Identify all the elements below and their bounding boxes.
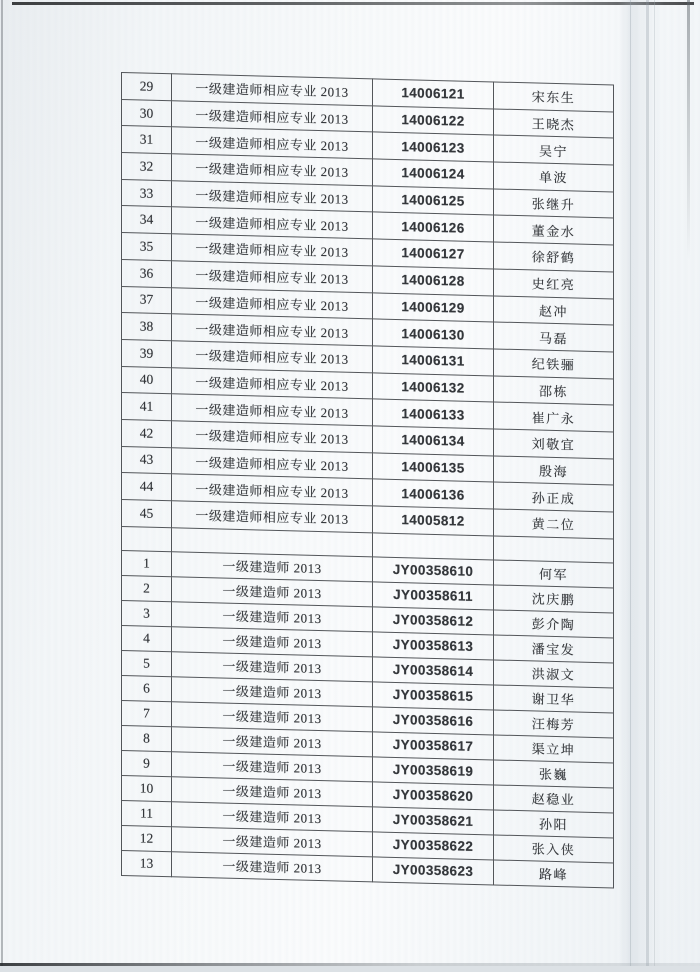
row-number-cell: 45 <box>122 500 172 528</box>
cert-number-cell: JY00358617 <box>373 732 494 760</box>
holder-name-cell: 潘宝发 <box>494 635 614 663</box>
cert-number-cell: 14006134 <box>373 426 494 456</box>
holder-name-cell: 殷海 <box>494 456 614 486</box>
specialty-cell: 一级建造师相应专业 2013 <box>172 154 373 186</box>
specialty-cell: 一级建造师 2013 <box>172 701 373 731</box>
cert-number-cell: 14006132 <box>373 372 494 402</box>
certificate-table <box>121 72 614 888</box>
empty-cell <box>122 526 172 551</box>
certificate-table-wrap <box>121 72 613 888</box>
cert-number-cell: 14006125 <box>373 186 494 216</box>
row-number-cell: 29 <box>122 73 172 101</box>
holder-name-cell: 吴宁 <box>494 135 614 165</box>
holder-name-cell: 汪梅芳 <box>494 710 614 738</box>
holder-name-cell: 崔广永 <box>494 402 614 432</box>
row-number-cell: 32 <box>122 153 172 181</box>
row-number-cell: 1 <box>122 550 172 576</box>
row-number-cell: 35 <box>122 233 172 261</box>
cert-number-cell: JY00358619 <box>373 757 494 785</box>
row-number-cell: 36 <box>122 259 172 287</box>
specialty-cell: 一级建造师相应专业 2013 <box>172 287 373 319</box>
specialty-cell: 一级建造师相应专业 2013 <box>172 127 373 159</box>
row-number-cell: 12 <box>122 825 172 851</box>
scan-edge-left <box>1 0 3 972</box>
specialty-cell: 一级建造师相应专业 2013 <box>172 367 373 399</box>
holder-name-cell: 孙正成 <box>494 482 614 512</box>
holder-name-cell: 渠立坤 <box>494 735 614 763</box>
row-number-cell: 5 <box>122 650 172 676</box>
cert-number-cell: 14006128 <box>373 266 494 296</box>
row-number-cell: 7 <box>122 700 172 726</box>
paper-crease-line <box>687 0 690 260</box>
paper-crease-band <box>618 0 664 972</box>
row-number-cell: 3 <box>122 600 172 626</box>
cert-number-cell: 14005812 <box>373 506 494 536</box>
row-number-cell: 44 <box>122 473 172 501</box>
specialty-cell: 一级建造师相应专业 2013 <box>172 74 373 106</box>
holder-name-cell: 孙阳 <box>494 810 614 838</box>
holder-name-cell: 张继升 <box>494 189 614 219</box>
cert-number-cell: 14006126 <box>373 212 494 242</box>
row-number-cell: 10 <box>122 775 172 801</box>
row-number-cell: 13 <box>122 850 172 876</box>
cert-number-cell: JY00358623 <box>373 857 494 885</box>
holder-name-cell: 路峰 <box>494 860 614 888</box>
cert-number-cell: 14006127 <box>373 239 494 269</box>
specialty-cell: 一级建造师相应专业 2013 <box>172 181 373 213</box>
holder-name-cell: 马磊 <box>494 322 614 352</box>
specialty-cell: 一级建造师相应专业 2013 <box>172 234 373 266</box>
holder-name-cell: 沈庆鹏 <box>494 585 614 613</box>
holder-name-cell: 纪铁骊 <box>494 349 614 379</box>
row-number-cell: 31 <box>122 126 172 154</box>
holder-name-cell: 彭介陶 <box>494 610 614 638</box>
specialty-cell: 一级建造师 2013 <box>172 676 373 706</box>
holder-name-cell: 单波 <box>494 162 614 192</box>
specialty-cell: 一级建造师 2013 <box>172 776 373 806</box>
cert-number-cell: JY00358620 <box>373 782 494 810</box>
cert-number-cell: JY00358610 <box>373 557 494 585</box>
cert-number-cell: 14006124 <box>373 159 494 189</box>
cert-number-cell: JY00358614 <box>373 657 494 685</box>
row-number-cell: 42 <box>122 419 172 447</box>
scan-edge-top <box>12 2 694 5</box>
row-number-cell: 40 <box>122 366 172 394</box>
specialty-cell: 一级建造师 2013 <box>172 576 373 606</box>
row-number-cell: 30 <box>122 99 172 127</box>
paper-crease-line <box>630 0 631 972</box>
specialty-cell: 一级建造师 2013 <box>172 851 373 881</box>
specialty-cell: 一级建造师相应专业 2013 <box>172 474 373 506</box>
row-number-cell: 37 <box>122 286 172 314</box>
specialty-cell: 一级建造师 2013 <box>172 651 373 681</box>
row-number-cell: 41 <box>122 393 172 421</box>
cert-number-cell: 14006122 <box>373 106 494 136</box>
specialty-cell: 一级建造师相应专业 2013 <box>172 314 373 346</box>
row-number-cell: 34 <box>122 206 172 234</box>
specialty-cell: 一级建造师相应专业 2013 <box>172 447 373 479</box>
specialty-cell: 一级建造师相应专业 2013 <box>172 100 373 132</box>
holder-name-cell: 赵稳业 <box>494 785 614 813</box>
holder-name-cell: 宋东生 <box>494 82 614 112</box>
cert-number-cell: 14006131 <box>373 346 494 376</box>
holder-name-cell: 董金水 <box>494 215 614 245</box>
cert-number-cell: 14006123 <box>373 132 494 162</box>
row-number-cell: 11 <box>122 800 172 826</box>
specialty-cell: 一级建造师 2013 <box>172 826 373 856</box>
specialty-cell: 一级建造师相应专业 2013 <box>172 341 373 373</box>
specialty-cell: 一级建造师 2013 <box>172 551 373 581</box>
specialty-cell: 一级建造师相应专业 2013 <box>172 261 373 293</box>
holder-name-cell: 张入侠 <box>494 835 614 863</box>
cert-number-cell: JY00358611 <box>373 582 494 610</box>
paper-crease-line <box>654 0 655 972</box>
row-number-cell: 39 <box>122 339 172 367</box>
holder-name-cell: 刘敬宜 <box>494 429 614 459</box>
cert-number-cell: 14006135 <box>373 452 494 482</box>
holder-name-cell: 徐舒鹤 <box>494 242 614 272</box>
holder-name-cell: 洪淑文 <box>494 660 614 688</box>
cert-number-cell: 14006129 <box>373 292 494 322</box>
empty-cell <box>494 536 614 563</box>
cert-number-cell: JY00358612 <box>373 607 494 635</box>
empty-cell <box>373 533 494 560</box>
row-number-cell: 4 <box>122 625 172 651</box>
holder-name-cell: 谢卫华 <box>494 685 614 713</box>
paper-crease-line <box>646 0 649 972</box>
cert-number-cell: JY00358615 <box>373 682 494 710</box>
holder-name-cell: 何军 <box>494 560 614 588</box>
row-number-cell: 38 <box>122 313 172 341</box>
specialty-cell: 一级建造师 2013 <box>172 751 373 781</box>
holder-name-cell: 史红亮 <box>494 269 614 299</box>
holder-name-cell: 邵栋 <box>494 375 614 405</box>
cert-number-cell: JY00358622 <box>373 832 494 860</box>
scan-edge-bottom-strip <box>0 966 700 972</box>
cert-number-cell: JY00358613 <box>373 632 494 660</box>
specialty-cell: 一级建造师 2013 <box>172 801 373 831</box>
specialty-cell: 一级建造师相应专业 2013 <box>172 394 373 426</box>
cert-number-cell: 14006130 <box>373 319 494 349</box>
specialty-cell: 一级建造师 2013 <box>172 601 373 631</box>
holder-name-cell: 王晓杰 <box>494 109 614 139</box>
holder-name-cell: 赵冲 <box>494 295 614 325</box>
specialty-cell: 一级建造师相应专业 2013 <box>172 501 373 533</box>
holder-name-cell: 黄二位 <box>494 509 614 539</box>
cert-number-cell: 14006133 <box>373 399 494 429</box>
row-number-cell: 33 <box>122 179 172 207</box>
row-number-cell: 6 <box>122 675 172 701</box>
specialty-cell: 一级建造师相应专业 2013 <box>172 207 373 239</box>
holder-name-cell: 张巍 <box>494 760 614 788</box>
cert-number-cell: JY00358616 <box>373 707 494 735</box>
row-number-cell: 8 <box>122 725 172 751</box>
specialty-cell: 一级建造师 2013 <box>172 626 373 656</box>
cert-number-cell: JY00358621 <box>373 807 494 835</box>
specialty-cell: 一级建造师 2013 <box>172 726 373 756</box>
row-number-cell: 9 <box>122 750 172 776</box>
cert-number-cell: 14006121 <box>373 79 494 109</box>
row-number-cell: 43 <box>122 446 172 474</box>
specialty-cell: 一级建造师相应专业 2013 <box>172 421 373 453</box>
row-number-cell: 2 <box>122 575 172 601</box>
cert-number-cell: 14006136 <box>373 479 494 509</box>
